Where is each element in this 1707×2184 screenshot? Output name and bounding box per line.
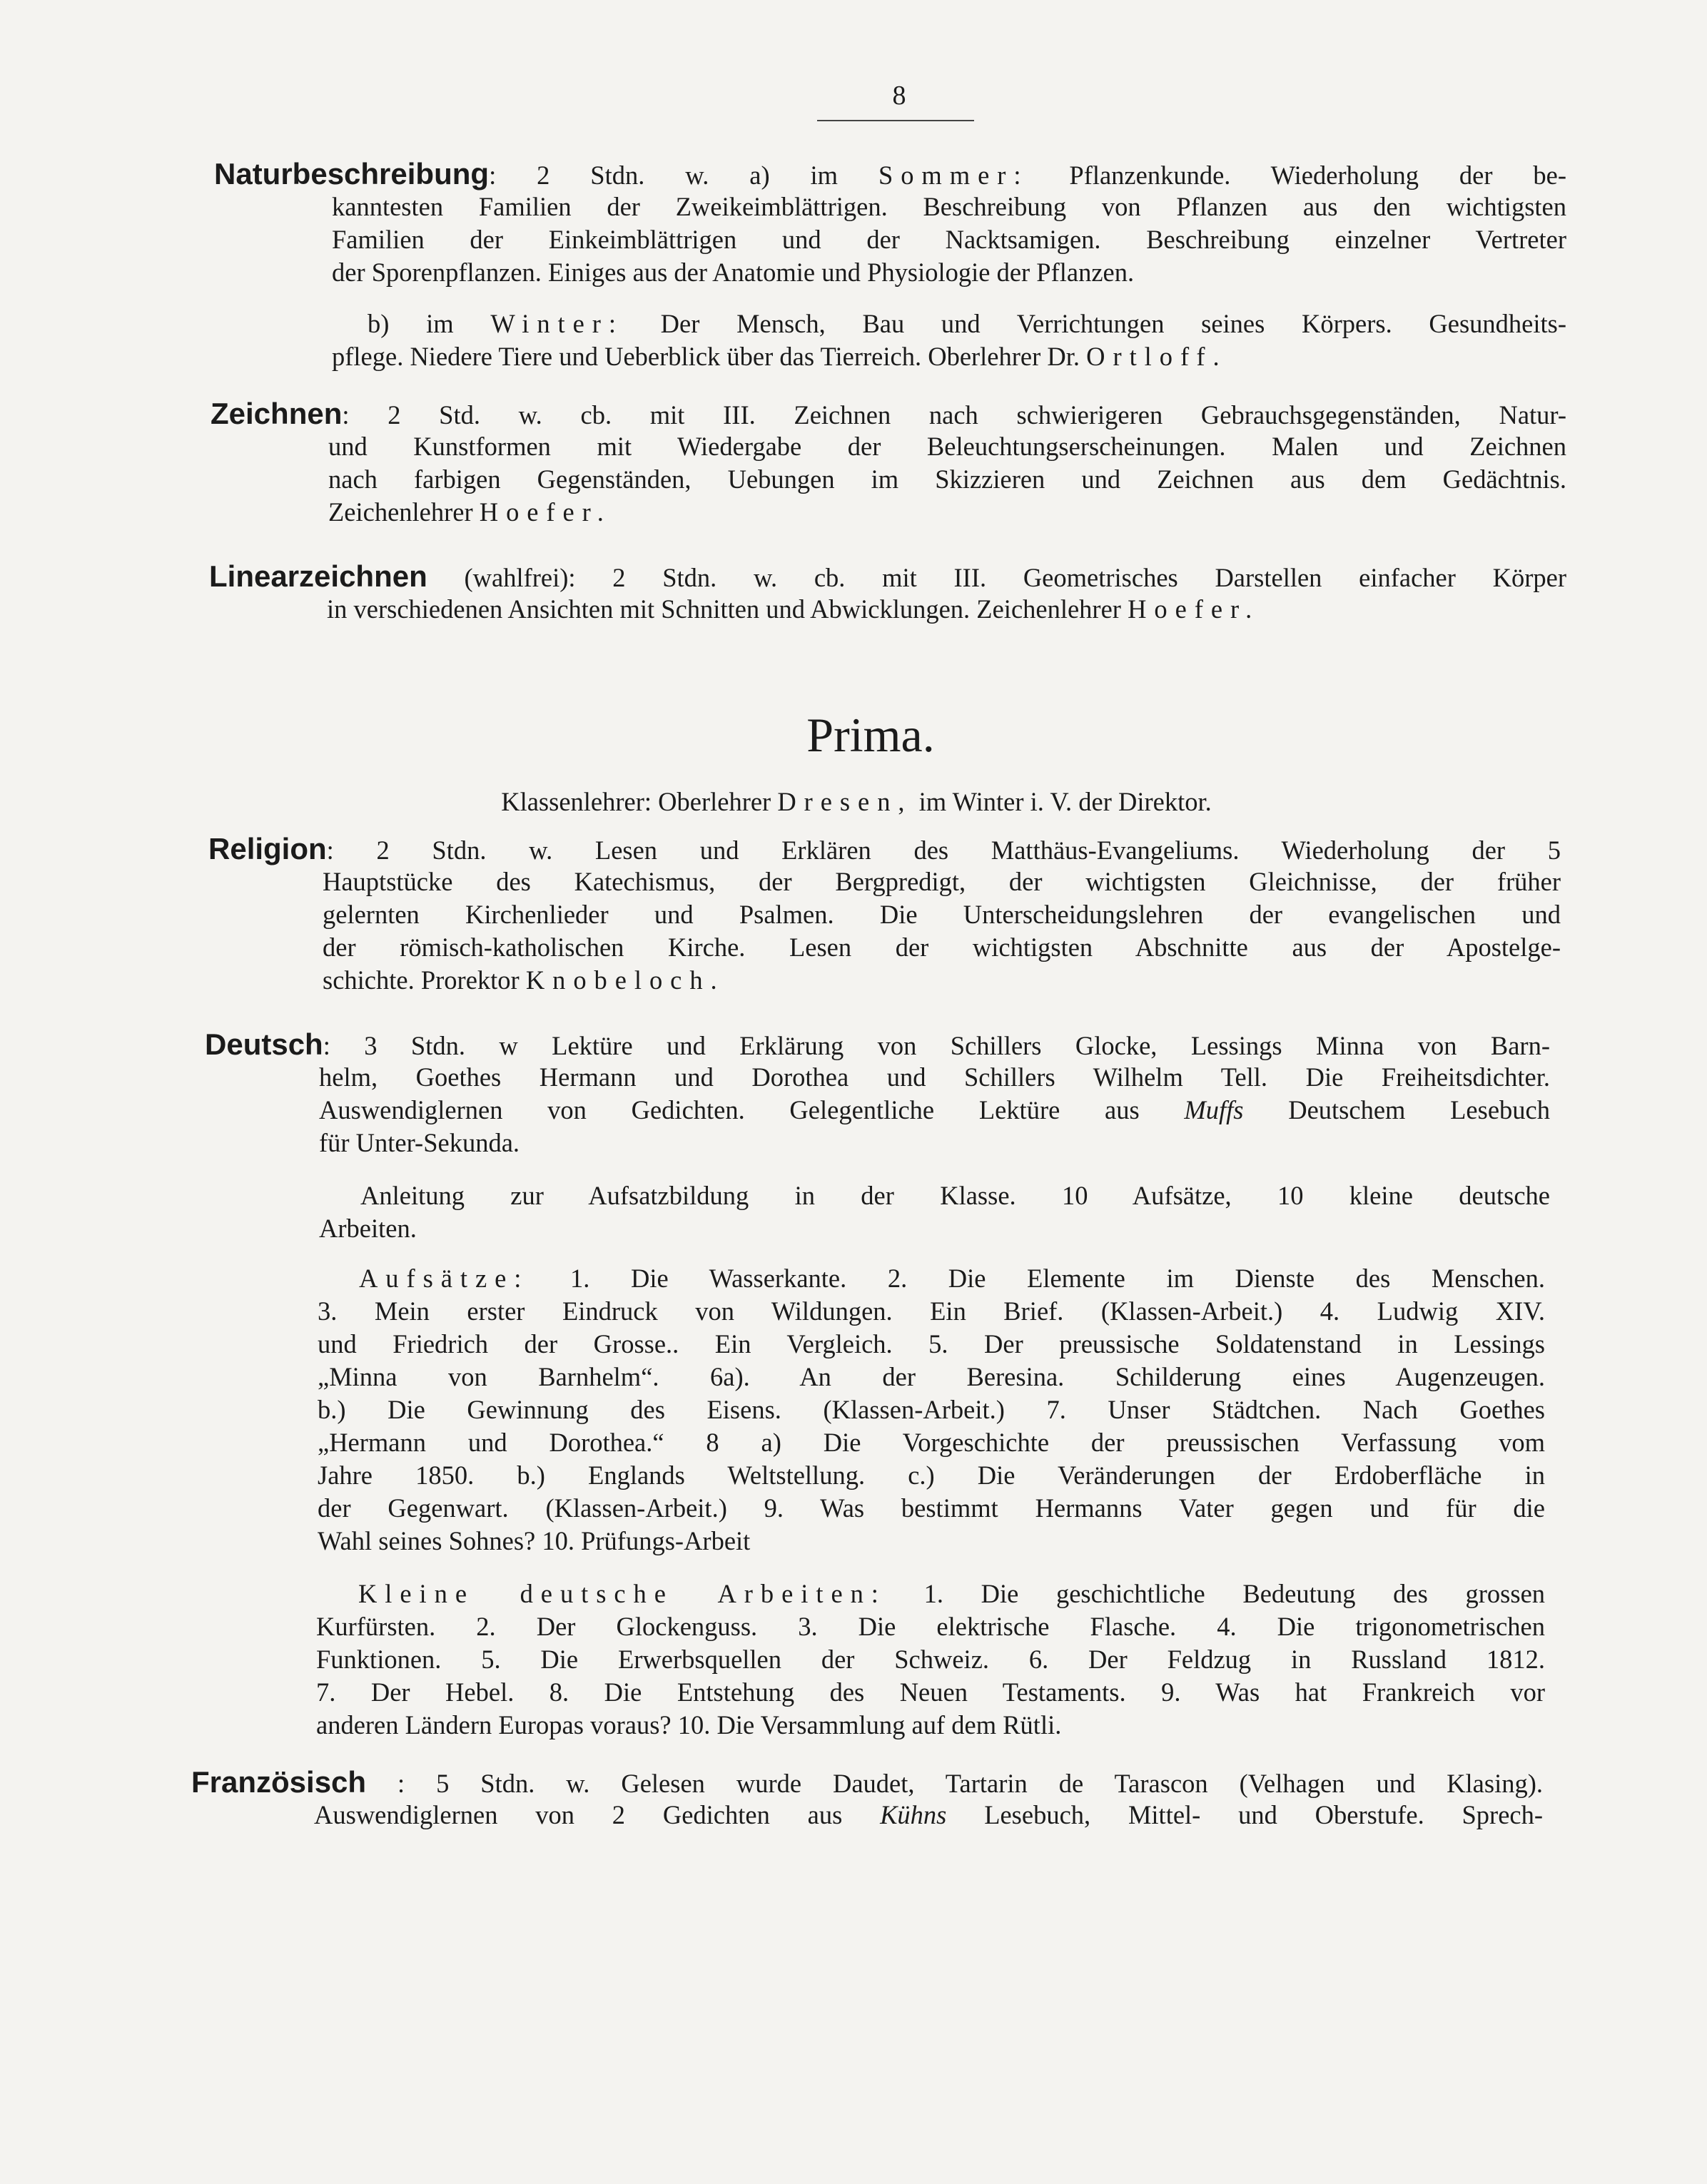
deutsch-heading: Deutsch bbox=[205, 1027, 323, 1061]
aufsaetze-line-2: 3. Mein erster Eindruck von Wildungen. Ein Brief. (Klassen-Arbeit.) 4. Ludwig XIV. bbox=[318, 1296, 1545, 1326]
kleine-arbeiten-line-5: anderen Ländern Europas voraus? 10. Die Versammlung auf dem Rütli. bbox=[316, 1710, 1062, 1739]
zeichnen-line-1: Zeichnen: 2 Std. w. cb. mit III. Zeichnen nach schwierigeren Gebrauchsgegenständen, Natur- bbox=[211, 397, 1566, 430]
naturbeschreibung-line-1: Naturbeschreibung: 2 Stdn. w. a) im Sommer: Pflanzenkunde. Wiederholung der be- bbox=[214, 157, 1567, 191]
naturbeschreibung-heading: Naturbeschreibung bbox=[214, 157, 490, 191]
aufsaetze-line-5: b.) Die Gewinnung des Eisens. (Klassen-Arbeit.) 7. Unser Städtchen. Nach Goethes bbox=[318, 1395, 1545, 1424]
deutsch-line-2: helm, Goethes Hermann und Dorothea und Schillers Wilhelm Tell. Die Freiheitsdichter. bbox=[319, 1062, 1550, 1092]
aufsaetze-line-1: Aufsätze: 1. Die Wasserkante. 2. Die Elemente im Dienste des Menschen. bbox=[359, 1264, 1546, 1293]
aufsaetze-label: Aufsätze: bbox=[359, 1264, 530, 1293]
deutsch-line-3: Auswendiglernen von Gedichten. Gelegentliche Lektüre aus Muffs Deutschem Lesebuch bbox=[319, 1095, 1550, 1124]
naturbeschreibung-line-6: pflege. Niedere Tiere und Ueberblick über das Tierreich. Oberlehrer Dr. Ortloff. bbox=[332, 342, 1227, 371]
religion-line-4: der römisch-katholischen Kirche. Lesen der wichtigsten Abschnitte aus der Apostelge- bbox=[323, 933, 1561, 962]
aufsaetze-line-9: Wahl seines Sohnes? 10. Prüfungs-Arbeit bbox=[318, 1526, 751, 1555]
page-number: 8 bbox=[892, 81, 906, 111]
religion-line-3: gelernten Kirchenlieder und Psalmen. Die Unterscheidungslehren der evangelischen und bbox=[323, 900, 1561, 929]
deutsch-line-5: Anleitung zur Aufsatzbildung in der Klasse. 10 Aufsätze, 10 kleine deutsche bbox=[360, 1181, 1550, 1210]
zeichnen-line-4: Zeichenlehrer Hoefer. bbox=[328, 497, 612, 527]
aufsaetze-line-4: „Minna von Barnhelm“. 6a). An der Beresina. Schilderung eines Augenzeugen. bbox=[318, 1362, 1545, 1391]
zeichnen-line-3: nach farbigen Gegenständen, Uebungen im Skizzieren und Zeichnen aus dem Gedächtnis. bbox=[328, 464, 1566, 494]
franzoesisch-line-1: Französisch : 5 Stdn. w. Gelesen wurde Daudet, Tartarin de Tarascon (Velhagen und Klasing). bbox=[191, 1765, 1543, 1799]
kleine-arbeiten-label: Kleine deutsche Arbeiten: bbox=[358, 1579, 886, 1608]
naturbeschreibung-line-3: Familien der Einkeimblättrigen und der Nacktsamigen. Beschreibung einzelner Vertreter bbox=[332, 225, 1566, 254]
linearzeichnen-line-1: Linearzeichnen (wahlfrei): 2 Stdn. w. cb. mit III. Geometrisches Darstellen einfacher Körper bbox=[209, 559, 1566, 593]
aufsaetze-line-6: „Hermann und Dorothea.“ 8 a) Die Vorgeschichte der preussischen Verfassung vom bbox=[318, 1428, 1545, 1457]
religion-line-5: schichte. Prorektor Knobeloch. bbox=[323, 965, 725, 995]
deutsch-line-1: Deutsch: 3 Stdn. w Lektüre und Erklärung von Schillers Glocke, Lessings Minna von Barn- bbox=[205, 1027, 1550, 1061]
religion-line-2: Hauptstücke des Katechismus, der Bergpredigt, der wichtigsten Gleichnisse, der früher bbox=[323, 867, 1561, 896]
klassenlehrer-line: Klassenlehrer: Oberlehrer Dresen, im Winter i. V. der Direktor. bbox=[501, 787, 1212, 816]
franzoesisch-heading: Französisch bbox=[191, 1765, 367, 1799]
kleine-arbeiten-line-2: Kurfürsten. 2. Der Glockenguss. 3. Die elektrische Flasche. 4. Die trigonometrischen bbox=[316, 1612, 1545, 1641]
kleine-arbeiten-line-3: Funktionen. 5. Die Erwerbsquellen der Schweiz. 6. Der Feldzug in Russland 1812. bbox=[316, 1645, 1545, 1674]
religion-line-1: Religion: 2 Stdn. w. Lesen und Erklären des Matthäus-Evangeliums. Wiederholung der 5 bbox=[208, 832, 1561, 865]
naturbeschreibung-line-5: b) im Winter: Der Mensch, Bau und Verrichtungen seines Körpers. Gesundheits- bbox=[368, 309, 1567, 338]
deutsch-line-6: Arbeiten. bbox=[319, 1214, 417, 1243]
aufsaetze-line-8: der Gegenwart. (Klassen-Arbeit.) 9. Was bestimmt Hermanns Vater gegen und für die bbox=[318, 1493, 1545, 1523]
franzoesisch-line-2: Auswendiglernen von 2 Gedichten aus Kühns Lesebuch, Mittel- und Oberstufe. Sprech- bbox=[314, 1800, 1544, 1829]
linearzeichnen-line-2: in verschiedenen Ansichten mit Schnitten und Abwicklungen. Zeichenlehrer Hoefer. bbox=[327, 594, 1260, 624]
aufsaetze-line-7: Jahre 1850. b.) Englands Weltstellung. c.) Die Veränderungen der Erdoberfläche in bbox=[318, 1461, 1545, 1490]
naturbeschreibung-line-4: der Sporenpflanzen. Einiges aus der Anatomie und Physiologie der Pflanzen. bbox=[332, 258, 1135, 287]
linearzeichnen-heading: Linearzeichnen bbox=[209, 559, 427, 593]
kleine-arbeiten-line-4: 7. Der Hebel. 8. Die Entstehung des Neuen Testaments. 9. Was hat Frankreich vor bbox=[316, 1677, 1545, 1707]
kleine-arbeiten-line-1: Kleine deutsche Arbeiten: 1. Die geschichtliche Bedeutung des grossen bbox=[358, 1579, 1546, 1608]
zeichnen-heading: Zeichnen bbox=[211, 397, 343, 430]
naturbeschreibung-line-2: kanntesten Familien der Zweikeimblättrigen. Beschreibung von Pflanzen aus den wichtigsten bbox=[332, 192, 1566, 221]
deutsch-line-4: für Unter-Sekunda. bbox=[319, 1128, 520, 1157]
section-title-prima: Prima. bbox=[806, 708, 935, 762]
aufsaetze-line-3: und Friedrich der Grosse.. Ein Vergleich. 5. Der preussische Soldatenstand in Lessings bbox=[318, 1329, 1545, 1358]
page-number-rule bbox=[817, 120, 974, 121]
zeichnen-line-2: und Kunstformen mit Wiedergabe der Beleuchtungserscheinungen. Malen und Zeichnen bbox=[328, 432, 1566, 461]
religion-heading: Religion bbox=[208, 832, 327, 865]
